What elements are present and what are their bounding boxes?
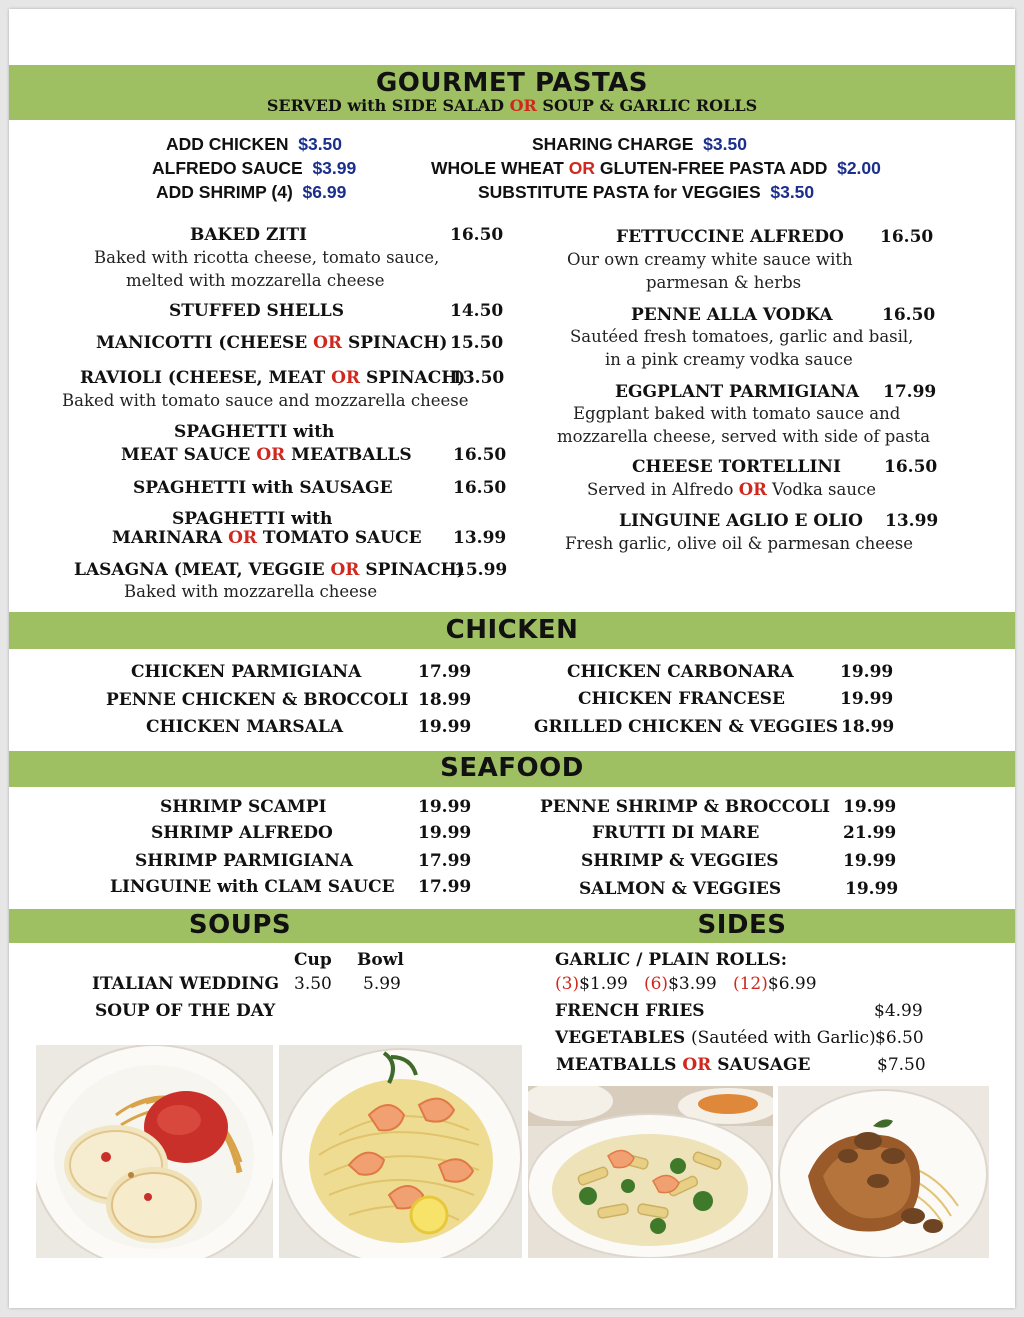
pastas-title: GOURMET PASTAS (375, 68, 649, 98)
vegetables: VEGETABLES (Sautéed with Garlic) (555, 1028, 876, 1048)
chicken-carbonara-price: 19.99 (840, 662, 894, 682)
chicken-title: CHICKEN (445, 615, 579, 645)
tortellini-price: 16.50 (884, 457, 938, 477)
baked-ziti: BAKED ZITI (190, 225, 307, 245)
eggplant-desc-2: mozzarella cheese, served with side of pasta (557, 427, 931, 446)
shrimp-alfredo-price: 19.99 (418, 823, 472, 843)
meatballs-sausage: MEATBALLS OR SAUSAGE (556, 1055, 811, 1075)
addon-substitute: SUBSTITUTE PASTA for VEGGIES $3.50 (478, 182, 815, 202)
italian-wedding: ITALIAN WEDDING (92, 974, 279, 994)
shrimp-parmigiana-price: 17.99 (418, 851, 472, 871)
fettuccine-price: 16.50 (880, 227, 934, 247)
fettuccine-alfredo: FETTUCCINE ALFREDO (616, 227, 844, 247)
shrimp-scampi-price: 19.99 (418, 797, 472, 817)
chicken-marsala-price: 19.99 (418, 717, 472, 737)
linguine-aglio-price: 13.99 (885, 511, 939, 531)
baked-ziti-price: 16.50 (450, 225, 504, 245)
sides-title: SIDES (697, 910, 787, 940)
shrimp-alfredo: SHRIMP ALFREDO (151, 823, 333, 843)
linguine-aglio-desc: Fresh garlic, olive oil & parmesan cheese (565, 534, 913, 553)
salmon-veggies-price: 19.99 (845, 879, 899, 899)
ravioli: RAVIOLI (CHEESE, MEAT OR SPINACH) (80, 368, 466, 388)
italian-wedding-cup: 3.50 (294, 974, 332, 994)
rolls-prices: (3)$1.99 (6)$3.99 (12)$6.99 (555, 974, 817, 994)
chicken-parmigiana: CHICKEN PARMIGIANA (131, 662, 362, 682)
spaghetti-marinara-price: 13.99 (453, 528, 507, 548)
shrimp-scampi: SHRIMP SCAMPI (160, 797, 327, 817)
manicotti: MANICOTTI (CHEESE OR SPINACH) (96, 333, 448, 353)
italian-wedding-bowl: 5.99 (363, 974, 401, 994)
photo-chicken-marsala (778, 1086, 989, 1258)
addon-alfredo: ALFREDO SAUCE $3.99 (152, 158, 357, 178)
photo-shrimp-scampi (279, 1045, 522, 1258)
linguine-clam-price: 17.99 (418, 877, 472, 897)
penne-vodka-desc-2: in a pink creamy vodka sauce (605, 350, 853, 369)
spaghetti-marinara-line1: SPAGHETTI with (172, 509, 333, 529)
addon-whole-wheat: WHOLE WHEAT OR GLUTEN-FREE PASTA ADD $2.00 (431, 158, 881, 178)
addon-shrimp: ADD SHRIMP (4) $6.99 (156, 182, 347, 202)
soups-title: SOUPS (188, 910, 292, 940)
linguine-clam: LINGUINE with CLAM SAUCE (110, 877, 395, 897)
linguine-aglio: LINGUINE AGLIO E OLIO (619, 511, 863, 531)
lasagna-desc: Baked with mozzarella cheese (124, 582, 378, 601)
vegetables-price: $6.50 (875, 1028, 924, 1048)
eggplant-parmigiana: EGGPLANT PARMIGIANA (615, 382, 860, 402)
plate-chicken-parm-image (36, 1045, 273, 1258)
french-fries: FRENCH FRIES (555, 1001, 705, 1021)
spaghetti-marinara: MARINARA OR TOMATO SAUCE (112, 528, 422, 548)
chicken-marsala: CHICKEN MARSALA (146, 717, 344, 737)
chicken-parmigiana-price: 17.99 (418, 662, 472, 682)
soup-cup-header: Cup (294, 950, 332, 970)
plate-chicken-marsala-image (778, 1086, 989, 1258)
shrimp-veggies: SHRIMP & VEGGIES (581, 851, 779, 871)
cheese-tortellini: CHEESE TORTELLINI (632, 457, 841, 477)
penne-vodka-price: 16.50 (882, 305, 936, 325)
ravioli-price: 13.50 (451, 368, 505, 388)
penne-shrimp-broccoli-price: 19.99 (843, 797, 897, 817)
spaghetti-sausage: SPAGHETTI with SAUSAGE (133, 478, 393, 498)
ravioli-desc: Baked with tomato sauce and mozzarella cheese (62, 391, 469, 410)
addon-sharing: SHARING CHARGE $3.50 (532, 134, 747, 154)
frutti-di-mare-price: 21.99 (843, 823, 897, 843)
spaghetti-sausage-price: 16.50 (453, 478, 507, 498)
penne-vodka: PENNE ALLA VODKA (631, 305, 833, 325)
shrimp-parmigiana: SHRIMP PARMIGIANA (135, 851, 353, 871)
fettuccine-desc: Our own creamy white sauce with (567, 250, 853, 269)
penne-vodka-desc: Sautéed fresh tomatoes, garlic and basil, (570, 327, 914, 346)
fettuccine-desc-2: parmesan & herbs (646, 273, 802, 292)
photo-chicken-parmigiana (36, 1045, 273, 1258)
plate-penne-shrimp-image (528, 1086, 773, 1258)
eggplant-desc: Eggplant baked with tomato sauce and (573, 404, 901, 423)
lasagna: LASAGNA (MEAT, VEGGIE OR SPINACH) (74, 560, 465, 580)
grilled-chicken-veggies: GRILLED CHICKEN & VEGGIES (534, 717, 839, 737)
baked-ziti-desc-2: melted with mozzarella cheese (126, 271, 385, 290)
penne-shrimp-broccoli: PENNE SHRIMP & BROCCOLI (540, 797, 830, 817)
salmon-veggies: SALMON & VEGGIES (579, 879, 782, 899)
stuffed-shells: STUFFED SHELLS (169, 301, 344, 321)
chicken-francese: CHICKEN FRANCESE (578, 689, 785, 709)
baked-ziti-desc: Baked with ricotta cheese, tomato sauce, (94, 248, 440, 267)
penne-chicken-broccoli: PENNE CHICKEN & BROCCOLI (106, 690, 409, 710)
grilled-chicken-veggies-price: 18.99 (841, 717, 895, 737)
photo-penne-shrimp (528, 1086, 773, 1258)
chicken-carbonara: CHICKEN CARBONARA (567, 662, 794, 682)
lasagna-price: 15.99 (454, 560, 508, 580)
addon-chicken: ADD CHICKEN $3.50 (166, 134, 343, 154)
spaghetti-meat: MEAT SAUCE OR MEATBALLS (121, 445, 412, 465)
french-fries-price: $4.99 (874, 1001, 923, 1021)
frutti-di-mare: FRUTTI DI MARE (592, 823, 760, 843)
shrimp-veggies-price: 19.99 (843, 851, 897, 871)
soup-of-the-day: SOUP OF THE DAY (95, 1001, 276, 1021)
spaghetti-meat-line1: SPAGHETTI with (174, 422, 335, 442)
meatballs-sausage-price: $7.50 (877, 1055, 926, 1075)
pastas-subtitle: SERVED with SIDE SALAD OR SOUP & GARLIC ROLLS (266, 96, 758, 115)
seafood-title: SEAFOOD (440, 753, 584, 783)
spaghetti-meat-price: 16.50 (453, 445, 507, 465)
manicotti-price: 15.50 (450, 333, 504, 353)
chicken-francese-price: 19.99 (840, 689, 894, 709)
penne-chicken-broccoli-price: 18.99 (418, 690, 472, 710)
plate-shrimp-scampi-image (279, 1045, 522, 1258)
stuffed-shells-price: 14.50 (450, 301, 504, 321)
garlic-rolls: GARLIC / PLAIN ROLLS: (555, 950, 788, 970)
tortellini-desc: Served in Alfredo OR Vodka sauce (587, 480, 876, 499)
eggplant-price: 17.99 (883, 382, 937, 402)
soup-bowl-header: Bowl (357, 950, 404, 970)
